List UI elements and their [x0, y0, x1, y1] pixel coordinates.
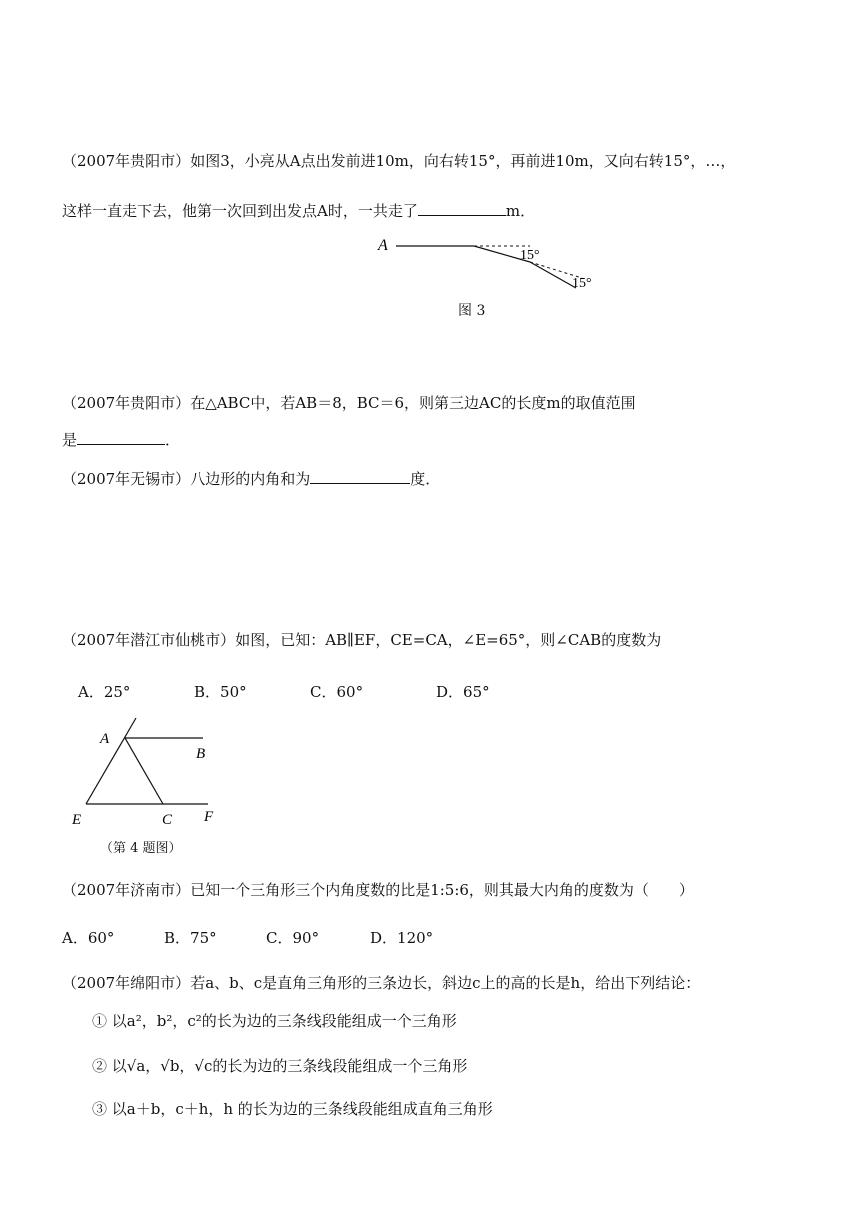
problem-1-source: （2007年贵阳市）	[62, 152, 191, 170]
problem-2-text: 在△ABC中，若AB＝8，BC＝6，则第三边AC的长度m的取值范围	[190, 394, 636, 412]
problem-3-unit: 度．	[410, 470, 441, 488]
figure-3-label-a: A	[378, 237, 388, 254]
problem-6-source: （2007年绵阳市）	[62, 974, 191, 992]
problem-5-source: （2007年济南市）	[62, 881, 191, 899]
option-d[interactable]: D．65°	[436, 683, 490, 701]
problem-1-text: 如图3，小亮从A点出发前进10m，向右转15°，再前进10m，又向右转15°，…，	[190, 152, 736, 170]
conclusion-3: ③ 以a＋b，c＋h，h 的长为边的三条线段能组成直角三角形	[92, 1100, 493, 1118]
segment-ea	[86, 718, 136, 804]
problem-1-text-2: 这样一直走下去，他第一次回到出发点A时，一共走了	[62, 202, 418, 220]
answer-blank[interactable]	[310, 467, 410, 484]
problem-3-source: （2007年无锡市）	[62, 470, 191, 488]
figure-4-caption: （第 4 题图）	[100, 841, 182, 856]
problem-1-unit: m．	[505, 202, 536, 220]
problem-2-line-2	[62, 428, 180, 451]
answer-blank[interactable]	[418, 199, 506, 216]
option-d[interactable]: D．120°	[370, 929, 434, 947]
option-c[interactable]: C．90°	[266, 929, 320, 947]
conclusion-1: ① 以a²，b²，c²的长为边的三条线段能组成一个三角形	[92, 1012, 457, 1030]
problem-4-text: 如图，已知：AB∥EF，CE=CA，∠E=65°，则∠CAB的度数为	[235, 631, 662, 649]
problem-6-line-1	[62, 972, 700, 994]
option-b[interactable]: B．50°	[194, 683, 247, 701]
problem-3-line-1	[62, 467, 440, 490]
label-a: A	[100, 731, 110, 747]
option-b[interactable]: B．75°	[164, 929, 217, 947]
problem-4-source: （2007年潜江市仙桃市）	[62, 631, 236, 649]
label-c: C	[162, 812, 173, 828]
path-segment-3	[530, 262, 576, 288]
angle-label-1: 15°	[520, 248, 540, 263]
segment-ac	[125, 738, 163, 804]
problem-5-line-1	[62, 879, 694, 901]
problem-4-line-1	[62, 629, 661, 651]
option-a[interactable]: A．60°	[62, 929, 115, 947]
option-a[interactable]: A．25°	[78, 683, 131, 701]
problem-1-line-2	[62, 199, 535, 222]
label-f: F	[204, 809, 214, 825]
angle-label-2: 15°	[572, 276, 592, 291]
label-b: B	[196, 746, 206, 762]
problem-2-source: （2007年贵阳市）	[62, 394, 191, 412]
conclusion-2: ② 以√a，√b，√c的长为边的三条线段能组成一个三角形	[92, 1057, 468, 1075]
problem-3-text: 八边形的内角和为	[190, 470, 311, 488]
option-c[interactable]: C．60°	[310, 683, 364, 701]
label-e: E	[72, 812, 82, 828]
problem-2-line-1	[62, 392, 636, 414]
problem-1-line-1	[62, 150, 735, 172]
problem-5-text: 已知一个三角形三个内角度数的比是1:5:6，则其最大内角的度数为（ ）	[190, 881, 694, 899]
figure-3	[370, 232, 610, 292]
problem-2-end: ．	[165, 431, 181, 449]
problem-2-text-2: 是	[62, 431, 78, 449]
figure-3-caption: 图 3	[458, 303, 486, 319]
problem-6-text: 若a、b、c是直角三角形的三条边长，斜边c上的高的长是h，给出下列结论：	[190, 974, 701, 992]
answer-blank[interactable]	[77, 428, 165, 445]
figure-4	[66, 712, 236, 832]
